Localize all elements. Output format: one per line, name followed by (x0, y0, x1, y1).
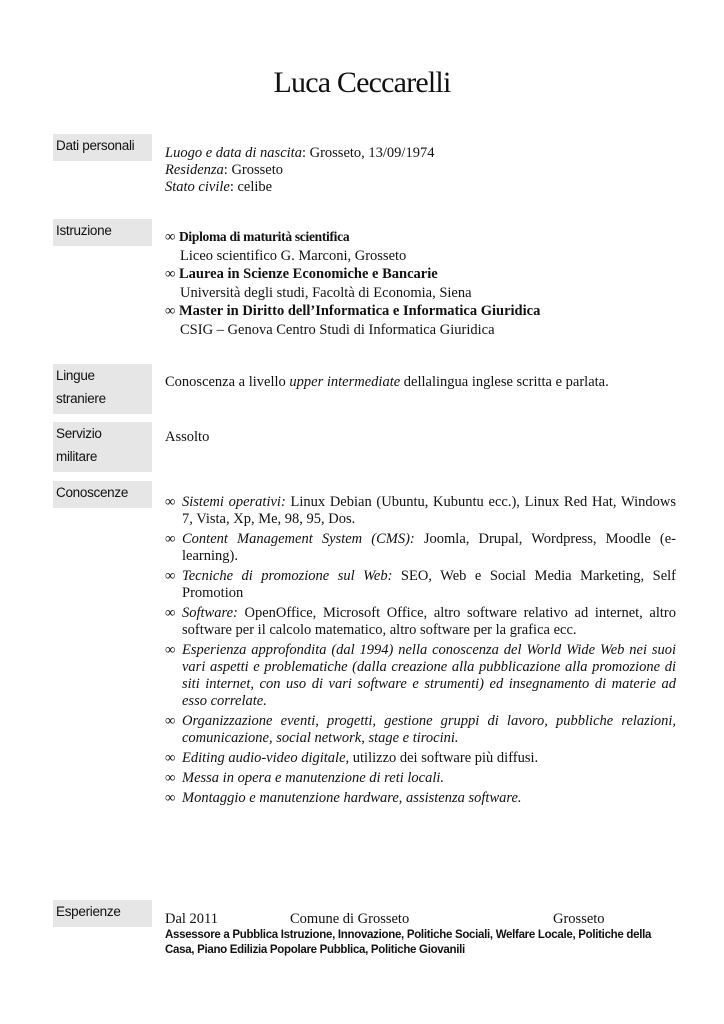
page-title: Luca Ceccarelli (273, 66, 451, 99)
education-institution: Liceo scientifico G. Marconi, Grosseto (180, 247, 407, 264)
section-label-military: Servizio militare (53, 422, 152, 472)
list-item: ∞ Esperienza approfondita (dal 1994) nella conoscenza del World Wide Web nei suoi vari aspetti e problematiche (dalla creazione alla pubblicazione alla promozione di siti internet, con uso di vari software e strumenti) ed insegnamento di materie ad esso correlate. (165, 642, 676, 709)
list-item: ∞ Software: OpenOffice, Microsoft Office, altro software relativo ad internet, altro software per il calcolo matematico, altro software per la grafica ecc. (165, 605, 676, 638)
list-item: ∞ Montaggio e manutenzione hardware, assistenza software. (165, 790, 522, 806)
skills-list (165, 494, 676, 807)
infinity-bullet-icon: ∞ (165, 750, 176, 766)
list-item: ∞ Editing audio-video digitale, utilizzo dei software più diffusi. (165, 750, 539, 766)
infinity-bullet-icon: ∞ (165, 642, 176, 658)
education-institution: CSIG – Genova Centro Studi di Informatica Giuridica (180, 321, 495, 338)
education-list (165, 228, 540, 339)
list-item: ∞ Content Management System (CMS): Joomla, Drupal, Wordpress, Moodle (e-learning). (165, 531, 676, 564)
infinity-bullet-icon: ∞ (165, 229, 176, 245)
skills-list-wrapper (165, 494, 676, 810)
infinity-bullet-icon: ∞ (165, 303, 176, 319)
list-item: ∞ Sistemi operativi: Linux Debian (Ubuntu, Kubuntu ecc.), Linux Red Hat, Windows 7, Vista, Xp, Me, 98, 95, Dos. (165, 494, 676, 527)
infinity-bullet-icon: ∞ (165, 494, 176, 510)
infinity-bullet-icon: ∞ (165, 713, 176, 729)
infinity-bullet-icon: ∞ (165, 605, 176, 621)
section-label-languages: Lingue straniere (53, 364, 152, 414)
experience-entry (165, 911, 677, 958)
military-status: Assolto (165, 429, 210, 445)
section-label-skills: Conoscenze (53, 481, 152, 508)
education-institution: Università degli studi, Facoltà di Economia, Siena (180, 284, 472, 301)
section-label-personal: Dati personali (53, 134, 152, 161)
languages-text: Conoscenza a livello upper intermediate dellalingua inglese scritta e parlata. (165, 374, 609, 390)
education-item: ∞ Diploma di maturità scientifica (165, 229, 350, 245)
section-label-education: Istruzione (53, 219, 152, 246)
infinity-bullet-icon: ∞ (165, 531, 176, 547)
experience-description: Assessore a Pubblica Istruzione, Innovazione, Politiche Sociali, Welfare Locale, Politiche della Casa, Piano Edilizia Popolare Pubblica, Politiche Giovanili (165, 929, 652, 956)
experience-city: Grosseto (553, 911, 605, 927)
personal-details (165, 145, 434, 196)
civil-status-line: Stato civile: celibe (165, 179, 273, 195)
infinity-bullet-icon: ∞ (165, 266, 176, 282)
infinity-bullet-icon: ∞ (165, 568, 176, 584)
experience-period: Dal 2011 (165, 911, 219, 927)
list-item: ∞ Tecniche di promozione sul Web: SEO, Web e Social Media Marketing, Self Promotion (165, 568, 676, 601)
infinity-bullet-icon: ∞ (165, 790, 176, 806)
experience-employer: Comune di Grosseto (290, 911, 410, 927)
list-item: ∞ Messa in opera e manutenzione di reti locali. (165, 770, 445, 786)
list-item: ∞ Organizzazione eventi, progetti, gestione gruppi di lavoro, pubbliche relazioni, comunicazione, social network, stage e tirocini. (165, 713, 676, 746)
education-item: ∞ Laurea in Scienze Economiche e Bancarie (165, 266, 438, 282)
birth-line: Luogo e data di nascita: Grosseto, 13/09/1974 (165, 145, 435, 161)
infinity-bullet-icon: ∞ (165, 770, 176, 786)
section-label-experience: Esperienze (53, 900, 152, 927)
experience-header-row (165, 911, 677, 928)
education-item: ∞ Master in Diritto dell’Informatica e Informatica Giuridica (165, 303, 541, 319)
residence-line: Residenza: Grosseto (165, 162, 284, 178)
